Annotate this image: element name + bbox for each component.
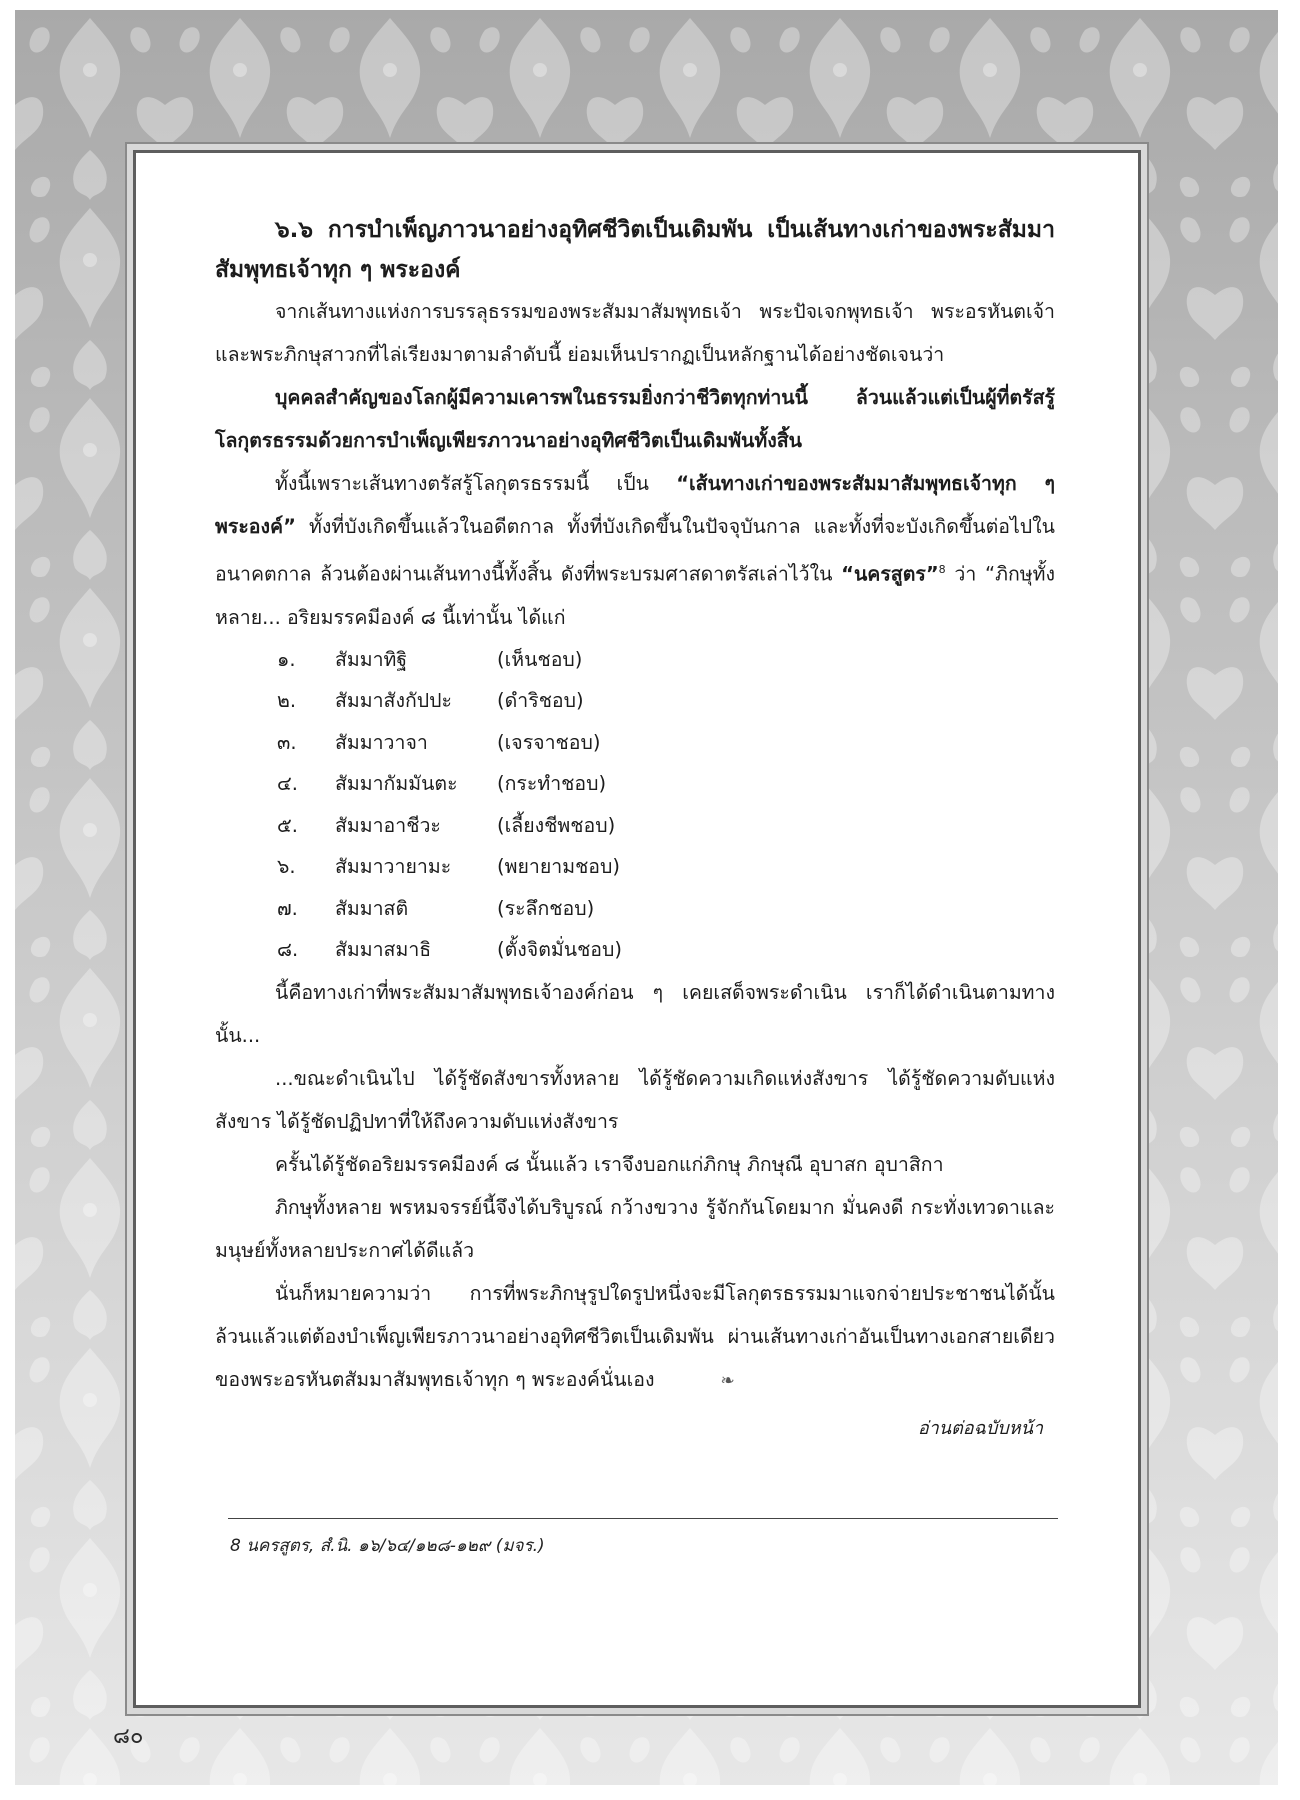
list-item: ๔. สัมมากัมมันตะ (กระทำชอบ) [277, 772, 607, 795]
old-path-phrase: “เส้นทางเก่าของพระสัมมาสัมพุทธเจ้าทุก ๆ พระองค์” [215, 472, 1055, 538]
list-item: ๒. สัมมาสังกัปปะ (ดำริชอบ) [277, 689, 584, 712]
list-item: ๗. สัมมาสติ (ระลึกชอบ) [277, 896, 595, 920]
paragraph-told-assembly: ครั้นได้รู้ชัดอริยมรรคมีองค์ ๘ นั้นแล้ว เราจึงบอกแก่ภิกษุ ภิกษุณี อุบาสก อุบาสิกา [275, 1152, 944, 1176]
footnote-reference: 8 [938, 563, 946, 576]
list-item: ๕. สัมมาอาชีวะ (เลี้ยงชีพชอบ) [277, 813, 616, 837]
page-number: ๘๐ [113, 1724, 144, 1749]
eightfold-path-list [215, 639, 1055, 971]
leaf-icon: ❧ [720, 1370, 735, 1391]
nagara-sutta-paragraph: ทั้งนี้เพราะเส้นทางตรัสรู้โลกุตรธรรมนี้ เป็น “เส้นทางเก่าของพระสัมมาสัมพุทธเจ้าทุก ๆ พระองค์” ทั้งที่บังเกิดขึ้นแล้วในอดีตกาล ทั้งที่บังเกิดขึ้นในปัจจุบันกาล และทั้งที่จะบังเกิดขึ้นต่อไปในอนาคตกาล ล้วนต้องผ่านเส้นทางนี้ทั้งสิ้น ดังที่พระบรมศาสดาตรัสเล่าไว้ใน “นครสูตร”$^8$ ว่า “ภิกษุทั้งหลาย... อริยมรรคมีองค์ ๘ นี้เท่านั้น ได้แก่ [215, 472, 1055, 629]
sutta-name: “นครสูตร” [841, 562, 939, 586]
list-item: ๑. สัมมาทิฐิ (เห็นชอบ) [277, 647, 583, 671]
bold-statement: บุคคลสำคัญของโลกผู้มีความเคารพในธรรมยิ่งกว่าชีวิตทุกท่านนี้ ล้วนแล้วแต่เป็นผู้ที่ตรัสรู้โลกุตรธรรมด้วยการบำเพ็ญเพียรภาวนาอย่างอุทิศชีวิตเป็นเดิมพันทั้งสิ้น [215, 386, 1055, 452]
paragraph-conclusion: นั่นก็หมายความว่า การที่พระภิกษุรูปใดรูปหนึ่งจะมีโลกุตรธรรมมาแจกจ่ายประชาชนได้นั้น ล้วนแล้วแต่ต้องบำเพ็ญเพียรภาวนาอย่างอุทิศชีวิตเป็นเดิมพัน ผ่านเส้นทางเก่าอันเป็นทางเอกสายเดียวของพระอรหันตสัมมาสัมพุทธเจ้าทุก ๆ พระองค์นั่นเอง ❧ [215, 1272, 1055, 1403]
footnote: 8 นครสูตร, สํ.นิ. ๑๖/๖๔/๑๒๘-๑๒๙ (มจร.) [230, 1536, 545, 1556]
continued-next-issue: อ่านต่อฉบับหน้า [917, 1417, 1043, 1439]
list-item: ๖. สัมมาวายามะ (พยายามชอบ) [277, 855, 620, 878]
list-item: ๘. สัมมาสมาธิ (ตั้งจิตมั่นชอบ) [277, 938, 622, 961]
paragraph-formations: ...ขณะดำเนินไป ได้รู้ชัดสังขารทั้งหลาย ได้รู้ชัดความเกิดแห่งสังขาร ได้รู้ชัดความดับแห่งสังขาร ได้รู้ชัดปฏิปทาที่ให้ถึงความดับแห่งสังขาร [215, 1066, 1055, 1133]
paragraph-holy-life: ภิกษุทั้งหลาย พรหมจรรย์นี้จึงได้บริบูรณ์ กว้างขวาง รู้จักกันโดยมาก มั่นคงดี กระทั่งเทวดาและมนุษย์ทั้งหลายประกาศได้ดีแล้ว [215, 1195, 1055, 1262]
paragraph-old-path: นี้คือทางเก่าที่พระสัมมาสัมพุทธเจ้าองค์ก่อน ๆ เคยเสด็จพระดำเนิน เราก็ได้ดำเนินตามทางนั้น... [215, 980, 1055, 1047]
intro-paragraph: จากเส้นทางแห่งการบรรลุธรรมของพระสัมมาสัมพุทธเจ้า พระปัจเจกพุทธเจ้า พระอรหันตเจ้า และพระภิกษุสาวกที่ไล่เรียงมาตามลำดับนี้ ย่อมเห็นปรากฏเป็นหลักฐานได้อย่างชัดเจนว่า [215, 300, 1055, 366]
section-heading: ๖.๖ การบำเพ็ญภาวนาอย่างอุทิศชีวิตเป็นเดิมพัน เป็นเส้นทางเก่าของพระสัมมาสัมพุทธเจ้าทุก ๆ พระองค์ [215, 217, 1055, 283]
footnote-divider [228, 1518, 1058, 1519]
article-body [215, 210, 1055, 1447]
list-item: ๓. สัมมาวาจา (เจรจาชอบ) [277, 730, 601, 754]
